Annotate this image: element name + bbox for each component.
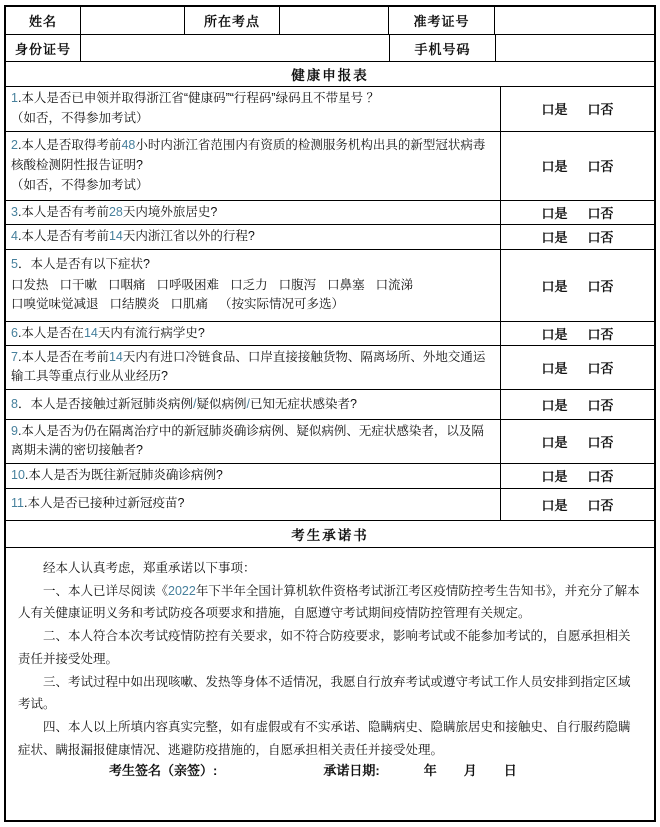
symptom-checkbox[interactable]: 口发热 bbox=[11, 277, 49, 292]
signature-row bbox=[6, 759, 654, 782]
phone-number-label: 手机号码 bbox=[389, 35, 495, 61]
question-row bbox=[6, 87, 654, 132]
symptom-checkbox[interactable]: 口干嗽 bbox=[59, 277, 98, 292]
symptom-options bbox=[11, 276, 494, 315]
yes-checkbox[interactable]: 口是 bbox=[541, 360, 568, 376]
symptom-checkbox[interactable]: 口肌痛 bbox=[170, 297, 209, 312]
no-checkbox[interactable]: 口否 bbox=[587, 230, 614, 246]
symptom-checkbox[interactable]: 口鼻塞 bbox=[327, 277, 365, 292]
exam-site-input[interactable] bbox=[279, 7, 388, 34]
pledge-paragraph: 经本人认真考虑，郑重承诺以下事项： bbox=[43, 560, 256, 575]
day-label: 日 bbox=[503, 762, 517, 778]
question-row bbox=[6, 390, 654, 420]
year-label: 年 bbox=[423, 762, 437, 778]
pledge-paragraphs bbox=[18, 557, 642, 761]
question-text: 5．本人是否有以下症状? 口发热 口干嗽 口咽痛 口呼吸困难 口乏力 口腹泻 口鼻塞 口流涕口嗅觉味觉减退 口结膜炎 口肌痛 （按实际情况可多选） bbox=[6, 250, 500, 321]
symptom-checkbox[interactable]: 口流涕 bbox=[375, 277, 414, 292]
admission-ticket-input[interactable] bbox=[494, 7, 654, 34]
answer-cell bbox=[500, 201, 654, 224]
pledge-body bbox=[6, 548, 654, 820]
health-declaration-form bbox=[4, 5, 656, 822]
symptom-checkbox[interactable]: 口呼吸困难 bbox=[156, 277, 220, 292]
no-checkbox[interactable]: 口否 bbox=[587, 360, 614, 376]
no-checkbox[interactable]: 口否 bbox=[587, 205, 614, 221]
no-checkbox[interactable]: 口否 bbox=[587, 497, 614, 513]
question-text: 4.本人是否有考前14天内浙江省以外的行程? bbox=[11, 229, 255, 244]
symptom-checkbox[interactable]: 口乏力 bbox=[230, 277, 268, 292]
answer-cell bbox=[500, 250, 654, 321]
pledge-paragraph: 二、本人符合本次考试疫情防控有关要求，如不符合防疫要求，影响考试或不能参加考试的，自愿承担相关责任并接受处理。 bbox=[18, 629, 631, 666]
pledge-paragraph: 四、本人以上所填内容真实完整，如有虚假或有不实承诺、隐瞒病史、隐瞒旅居史和接触史、自行服药隐瞒症状、瞒报漏报健康情况、逃避防疫措施的，自愿承担相关责任并接受处理。 bbox=[18, 720, 631, 757]
yes-checkbox[interactable]: 口是 bbox=[541, 205, 568, 221]
question-row bbox=[6, 132, 654, 201]
question-note: （如否，不得参加考试） bbox=[11, 111, 149, 126]
id-number-input[interactable] bbox=[80, 35, 389, 61]
no-checkbox[interactable]: 口否 bbox=[587, 326, 614, 342]
yes-checkbox[interactable]: 口是 bbox=[541, 497, 568, 513]
question-row bbox=[6, 489, 654, 521]
pledge-paragraph: 三、考试过程中如出现咳嗽、发热等身体不适情况，我愿自行放弃考试或遵守考试工作人员安排到指定区域考试。 bbox=[18, 674, 631, 712]
phone-number-input[interactable] bbox=[495, 35, 654, 61]
signature-label[interactable]: 考生签名（亲签）: bbox=[109, 762, 218, 778]
exam-site-label: 所在考点 bbox=[184, 7, 279, 34]
question-row bbox=[6, 420, 654, 464]
yes-checkbox[interactable]: 口是 bbox=[541, 278, 568, 294]
question-note: （如否，不得参加考试） bbox=[11, 177, 149, 192]
yes-checkbox[interactable]: 口是 bbox=[541, 102, 568, 118]
info-row-2 bbox=[6, 35, 654, 62]
question-row bbox=[6, 464, 654, 489]
no-checkbox[interactable]: 口否 bbox=[587, 469, 614, 485]
info-row-1 bbox=[6, 7, 654, 35]
question-text: 7.本人是否在考前14天内有进口冷链食品、口岸直接接触货物、隔离场所、外地交通运输工具等重点行业从业经历? bbox=[11, 350, 486, 384]
questions bbox=[6, 87, 654, 521]
symptom-checkbox[interactable]: 口结膜炎 bbox=[109, 297, 160, 312]
yes-checkbox[interactable]: 口是 bbox=[541, 326, 568, 342]
question-text: 10.本人是否为既往新冠肺炎确诊病例? bbox=[11, 467, 223, 482]
symptom-checkbox[interactable]: 口腹泻 bbox=[278, 277, 317, 292]
id-number-label: 身份证号 bbox=[14, 41, 71, 57]
no-checkbox[interactable]: 口否 bbox=[587, 434, 614, 450]
yes-checkbox[interactable]: 口是 bbox=[541, 434, 568, 450]
question-text: 9.本人是否为仍在隔离治疗中的新冠肺炎确诊病例、疑似病例、无症状感染者，以及隔离期未满的密切接触者? bbox=[11, 423, 484, 458]
pledge-paragraph: 一、本人已详尽阅读《2022年下半年全国计算机软件资格考试浙江考区疫情防控考生告知书》，并充分了解本人有关健康证明义务和考试防疫各项要求和措施，自愿遵守考试期间疫情防控管理有关规定。 bbox=[18, 583, 640, 621]
yes-checkbox[interactable]: 口是 bbox=[541, 469, 568, 485]
question-text: 2.本人是否取得考前48小时内浙江省范围内有资质的检测服务机构出具的新型冠状病毒核酸检测阴性报告证明? （如否，不得参加考试） bbox=[6, 132, 500, 200]
no-checkbox[interactable]: 口否 bbox=[587, 102, 614, 118]
no-checkbox[interactable]: 口否 bbox=[587, 278, 614, 294]
question-text: 6.本人是否在14天内有流行病学史? bbox=[11, 325, 205, 340]
answer-cell bbox=[500, 225, 654, 248]
no-checkbox[interactable]: 口否 bbox=[587, 159, 614, 175]
health-declaration-title: 健康申报表 bbox=[6, 62, 654, 87]
answer-cell bbox=[500, 420, 654, 463]
answer-cell bbox=[500, 322, 654, 345]
question-text: 1.本人是否已申领并取得浙江省“健康码”“行程码”绿码且不带星号 ？ （如否，不得参加考试） bbox=[6, 87, 500, 131]
question-row bbox=[6, 322, 654, 346]
name-input[interactable] bbox=[80, 7, 184, 34]
multi-select-note: （按实际情况可多选） bbox=[219, 297, 345, 312]
question-row bbox=[6, 225, 654, 249]
symptom-checkbox[interactable]: 口嗅觉味觉减退 bbox=[11, 297, 99, 312]
question-text: 3.本人是否有考前28天内境外旅居史? bbox=[11, 204, 218, 219]
question-row bbox=[6, 201, 654, 225]
name-label: 姓名 bbox=[28, 14, 57, 29]
answer-cell bbox=[500, 390, 654, 419]
question-text: 8．本人是否接触过新冠肺炎病例/疑似病例/已知无症状感染者? bbox=[11, 396, 357, 411]
symptom-checkbox[interactable]: 口咽痛 bbox=[108, 277, 146, 292]
answer-cell bbox=[500, 346, 654, 389]
answer-cell bbox=[500, 87, 654, 131]
answer-cell bbox=[500, 132, 654, 200]
admission-ticket-label: 准考证号 bbox=[388, 7, 494, 34]
answer-cell bbox=[500, 464, 654, 488]
yes-checkbox[interactable]: 口是 bbox=[541, 159, 568, 175]
question-row bbox=[6, 250, 654, 322]
answer-cell bbox=[500, 489, 654, 520]
month-label: 月 bbox=[463, 762, 477, 778]
pledge-title: 考生承诺书 bbox=[6, 521, 654, 548]
question-text: 11.本人是否已接种过新冠疫苗? bbox=[11, 496, 185, 511]
yes-checkbox[interactable]: 口是 bbox=[541, 230, 568, 246]
no-checkbox[interactable]: 口否 bbox=[587, 397, 614, 413]
question-row bbox=[6, 346, 654, 390]
pledge-date-label[interactable]: 承诺日期: bbox=[323, 762, 380, 778]
yes-checkbox[interactable]: 口是 bbox=[541, 397, 568, 413]
